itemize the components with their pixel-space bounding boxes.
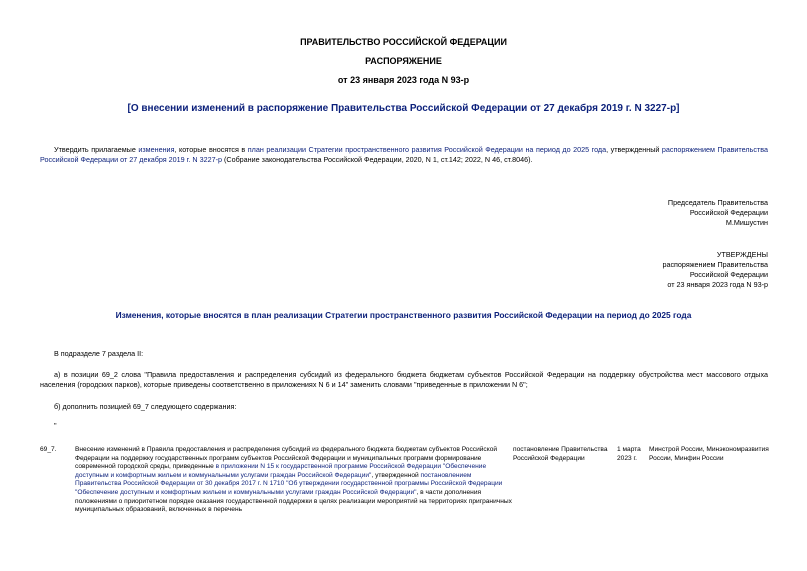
approval-line-3: Российской Федерации <box>689 270 768 279</box>
document-date-number: от 23 января 2023 года N 93-р <box>337 75 470 85</box>
title-decree-link[interactable]: распоряжение Правительства Российской Федерации от 27 декабря 2019 г. N 3227-р <box>256 103 677 114</box>
position-description <box>75 446 512 515</box>
item-b: б) дополнить позицией 69_7 следующего содержания: <box>54 402 237 411</box>
decree-link[interactable]: распоряжением Правительства Российской Федерации от 27 декабря 2019 г. N 3227-р <box>40 145 768 164</box>
description-text-2: , утвержденной <box>371 471 421 479</box>
description-text-1: Внесение изменений в Правила предоставления и распределения субсидий из федерального бюджета бюджетам субъектов Российской Федерации на поддержку государственных программ субъектов Российской Федерации и муниципальных программ формирование современной городской среды, приведенные <box>75 446 498 471</box>
strategy-plan-link[interactable]: план реализации Стратегии пространственного развития Российской Федерации на период до 2025 года <box>247 145 607 154</box>
opening-quote: " <box>54 421 57 430</box>
approval-line-2: распоряжением Правительства <box>662 260 768 269</box>
paragraph-text-4: (Собрание законодательства Российской Федерации, 2020, N 1, ст.142; 2022, N 46, ст.8046). <box>221 155 533 164</box>
paragraph-text-1: Утвердить прилагаемые <box>54 145 139 154</box>
title-close-bracket: ] <box>676 103 680 114</box>
signature-organization: Российской Федерации <box>689 208 768 217</box>
signature-name: М.Мишустин <box>725 218 768 227</box>
paragraph-text-3: , утвержденный <box>606 145 662 154</box>
paragraph-text-2: , которые вносятся в <box>174 145 248 154</box>
signature-position: Председатель Правительства <box>667 198 768 207</box>
changes-link[interactable]: изменения <box>138 145 175 154</box>
description-text-3: , в части дополнения положениями о приоритетном порядке оказания государственной поддержки в целях реализации мероприятий на территориях приграничных муниципальных образований, включенных в перечень <box>75 488 512 514</box>
title-prefix: О внесении изменений в <box>130 103 257 114</box>
changes-title-plan-link[interactable]: план реализации Стратегии пространственного развития Российской Федерации на период до 2025 года <box>251 310 692 320</box>
approval-line-4: от 23 января 2023 года N 93-р <box>667 280 768 289</box>
subsection-intro: В подразделе 7 раздела II: <box>54 349 144 358</box>
document-type: РАСПОРЯЖЕНИЕ <box>365 56 442 66</box>
order-paragraph <box>40 145 768 165</box>
position-responsible: Минстрой России, Минэкономразвития России, Минфин России <box>649 446 769 462</box>
document-title <box>0 103 807 114</box>
position-form: постановление Правительства Российской Федерации <box>513 446 608 462</box>
changes-title <box>0 310 807 320</box>
changes-title-prefix: Изменения, которые вносятся в <box>115 310 252 320</box>
signature-block <box>500 198 768 228</box>
position-number: 69_7. <box>40 446 57 453</box>
appendix-link[interactable]: в приложении N 15 к государственной программе Российской Федерации "Обеспечение доступным и комфортным жильем и коммунальными услугами граждан Российской Федерации" <box>75 463 487 479</box>
item-a: а) в позиции 69_2 слова "Правила предоставления и распределения субсидий из федерального бюджета бюджетам субъектов Российской Федерации на поддержку обустройства мест массового отдыха населения (городских парков), которые приведены соответственно в приложениях N 6 и 14" заменить словами "приведенные в приложении N 6"; <box>40 370 768 389</box>
approval-heading: УТВЕРЖДЕНЫ <box>716 250 768 259</box>
title-open-bracket: [ <box>127 103 131 114</box>
resolution-link[interactable]: постановлением Правительства Российской Федерации от 30 декабря 2017 г. N 1710 "Об утверждении государственной программы Российской Федерации "Обеспечение доступным и комфортным жильем и коммунальными услугами граждан Российской Федерации" <box>75 471 503 496</box>
position-deadline: 1 марта 2023 г. <box>617 446 641 462</box>
approval-block <box>500 250 768 290</box>
government-name: ПРАВИТЕЛЬСТВО РОССИЙСКОЙ ФЕДЕРАЦИИ <box>300 37 507 47</box>
